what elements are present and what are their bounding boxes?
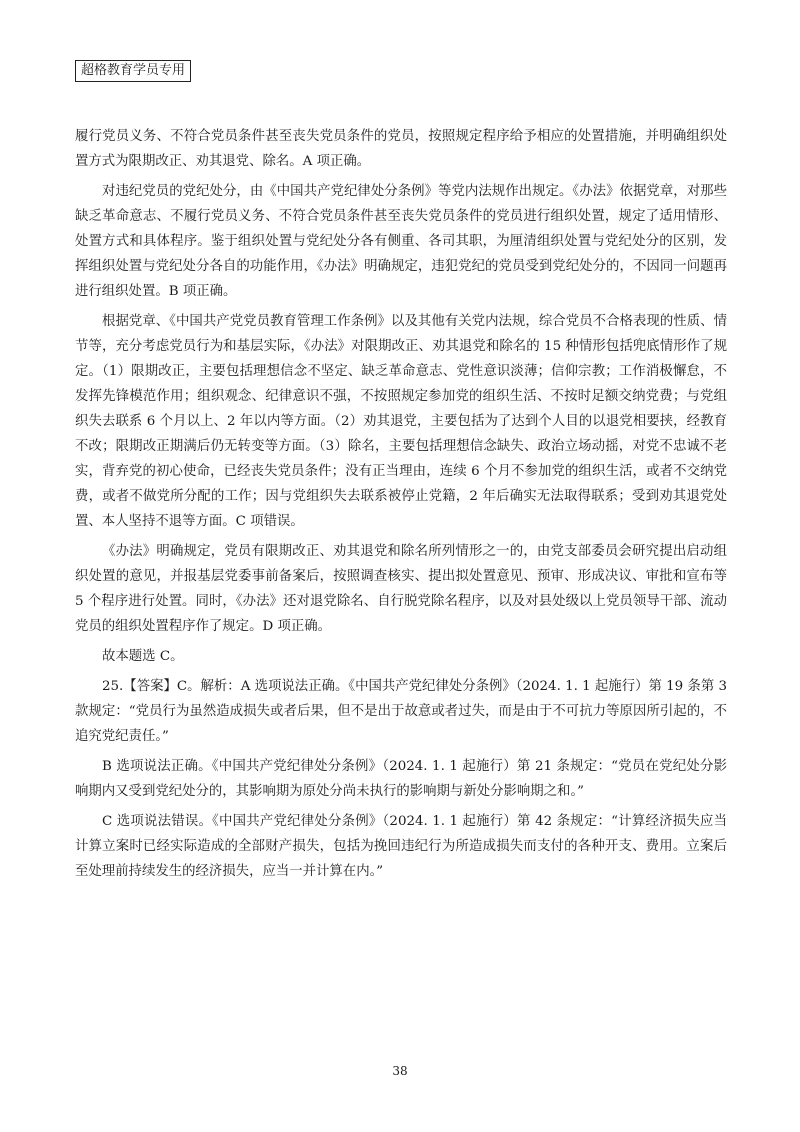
- document-body: [75, 124, 727, 889]
- page-number: 38: [392, 1064, 408, 1078]
- paragraph-conclusion: 故本题选 C。: [102, 649, 184, 664]
- paragraph-q25-c: C 选项说法错误。《中国共产党纪律处分条例》（2024. 1. 1 起施行）第 42 条规定：“计算经济损失应当计算立案时已经实际造成的全部财产损失，包括为挽回违纪行为所造成损失而支付的各种开支、费用。立案后至处理前持续发生的经济损失，应当一并计算在内。”: [75, 814, 727, 879]
- paragraph-continuation: 履行党员义务、不符合党员条件甚至丧失党员条件的党员，按照规定程序给予相应的处置措施，并明确组织处置方式为限期改正、劝其退党、除名。A 项正确。: [75, 129, 727, 169]
- paragraph-q25-b: B 选项说法正确。《中国共产党纪律处分条例》（2024. 1. 1 起施行）第 21 条规定：“党员在党纪处分影响期内又受到党纪处分的，其影响期为原处分尚未执行的影响期与新处分影响期之和。”: [75, 759, 727, 799]
- header-tag: 超格教育学员专用: [75, 60, 191, 82]
- paragraph-b: 对违纪党员的党纪处分，由《中国共产党纪律处分条例》等党内法规作出规定。《办法》依据党章，对那些缺乏革命意志、不履行党员义务、不符合党员条件甚至丧失党员条件的党员进行组织处置，规定了适用情形、处置方式和具体程序。鉴于组织处置与党纪处分各有侧重、各司其职，为厘清组织处置与党纪处分的区别，发挥组织处置与党纪处分各自的功能作用，《办法》明确规定，违犯党纪的党员受到党纪处分的，不因同一问题再进行组织处置。B 项正确。: [75, 184, 727, 299]
- paragraph-q25-answer: 25.【答案】C。解析：A 选项说法正确。《中国共产党纪律处分条例》（2024. 1. 1 起施行）第 19 条第 3 款规定：“党员行为虽然造成损失或者后果，但不是出于故意或者过失，而是由于不可抗力等原因所引起的，不追究党纪责任。”: [75, 679, 727, 744]
- paragraph-d: 《办法》明确规定，党员有限期改正、劝其退党和除名所列情形之一的，由党支部委员会研究提出启动组织处置的意见，并报基层党委事前备案后，按照调查核实、提出拟处置意见、预审、形成决议、审批和宣布等 5 个程序进行处置。同时，《办法》还对退党除名、自行脱党除名程序，以及对县处级以上党员领导干部、流动党员的组织处置程序作了规定。D 项正确。: [75, 544, 727, 634]
- paragraph-c: 根据党章、《中国共产党党员教育管理工作条例》以及其他有关党内法规，综合党员不合格表现的性质、情节等，充分考虑党员行为和基层实际，《办法》对限期改正、劝其退党和除名的 15 种情形包括兜底情形作了规定。（1）限期改正，主要包括理想信念不坚定、缺乏革命意志、党性意识淡薄；信仰宗教；工作消极懈怠，不发挥先锋模范作用；组织观念、纪律意识不强，不按照规定参加党的组织生活、不按时足额交纳党费；与党组织失去联系 6 个月以上、2 年以内等方面。（2）劝其退党，主要包括为了达到个人目的以退党相要挟，经教育不改；限期改正期满后仍无转变等方面。（3）除名，主要包括理想信念缺失、政治立场动摇，对党不忠诚不老实，背弃党的初心使命，已经丧失党员条件；没有正当理由，连续 6 个月不参加党的组织生活，或者不交纳党费，或者不做党所分配的工作；因与党组织失去联系被停止党籍，2 年后确实无法取得联系；受到劝其退党处置、本人坚持不退等方面。C 项错误。: [75, 314, 727, 529]
